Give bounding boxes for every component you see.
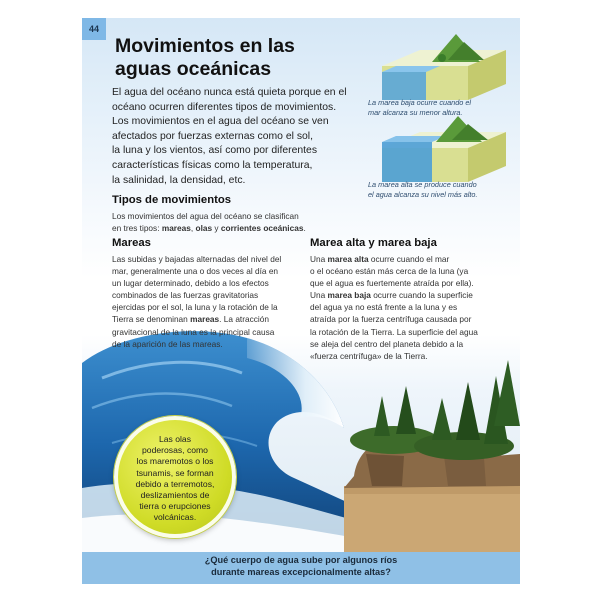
marea-line: se aleja del centro del planeta debido a la [310, 338, 464, 349]
mareas-line: combinados de las fuerzas gravitatorias [112, 290, 259, 301]
term-mareas: mareas [161, 223, 191, 234]
coastal-rocks-illustration [344, 336, 520, 552]
footer-line: ¿Qué cuerpo de agua sube por algunos ríos [204, 555, 398, 565]
intro-line: Los movimientos en el agua del océano se ven [112, 116, 329, 128]
marea-line: atraída por la fuerza centrífuga causada por [310, 314, 472, 325]
page-number: 44 [82, 18, 106, 40]
bubble-line: deslizamientos de [140, 490, 210, 501]
tipos-line: en tres tipos: mareas, olas y corrientes oceánicas. [112, 223, 306, 234]
section-heading-mareas: Mareas [112, 237, 151, 249]
page-title-line: Movimientos en las [115, 35, 295, 57]
marea-line: que el agua es fuertemente atraída por ella). [310, 278, 474, 289]
tipos-line: Los movimientos del agua del océano se clasifican [112, 211, 299, 221]
fact-bubble-text [114, 434, 236, 524]
term-olas: olas [195, 223, 213, 234]
bubble-line: tsunamis, se forman [136, 467, 214, 478]
mareas-line: ejercidas por el sol, la luna y la rotación de la [112, 302, 278, 313]
caption-line: mar alcanza su menor altura. [368, 108, 463, 117]
page-title [115, 35, 345, 81]
intro-line: océano ocurren diferentes tipos de movimientos. [112, 101, 337, 113]
intro-line: afectados por fuerzas externas como el sol, [112, 130, 313, 142]
section-heading-tipos: Tipos de movimientos [112, 194, 232, 206]
book-page [82, 18, 520, 584]
mareas-line: de la aparición de las mareas. [112, 338, 223, 349]
mareas-line: un lugar determinado, debido a los efectos [112, 278, 269, 289]
marea-line: del agua ya no está frente a la luna y es [310, 302, 458, 313]
bubble-line: Las olas [158, 434, 191, 444]
marea-line: Una marea baja ocurre cuando la superficie [310, 290, 473, 301]
mareas-line: gravitacional de la luna es la principal causa [112, 326, 275, 337]
section-heading-marea-alta-baja: Marea alta y marea baja [310, 237, 437, 249]
question-footer-text [82, 554, 520, 578]
mareas-line: Las subidas y bajadas alternadas del nivel del [112, 254, 282, 264]
mareas-line: mar, generalmente una o dos veces al día en [112, 266, 279, 277]
term-marea-alta: marea alta [327, 254, 369, 264]
tipos-paragraph [112, 210, 412, 234]
intro-line: la salinidad, la densidad, etc. [112, 174, 246, 186]
footer-line: durante mareas excepcionalmente altas? [211, 567, 391, 577]
caption-line: La marea alta se produce cuando [368, 180, 477, 189]
marea-line: la rotación de la Tierra. La superficie del agua [310, 326, 478, 337]
intro-line: El agua del océano nunca está quieta porque en el [112, 87, 347, 98]
marea-alta-baja-paragraph [310, 253, 515, 362]
term-marea-baja: marea baja [327, 290, 371, 301]
marea-line: o el océano están más cerca de la luna (ya [310, 266, 469, 277]
mareas-line: Tierra se denominan mareas. La atracción [112, 314, 269, 325]
bubble-line: volcánicas. [153, 512, 197, 523]
term-corrientes: corrientes oceánicas [220, 223, 304, 234]
caption-line: el agua alcanza su nivel más alto. [368, 190, 478, 199]
page-title-line: aguas oceánicas [115, 58, 272, 80]
bubble-line: los maremotos o los [136, 456, 214, 467]
mareas-paragraph [112, 253, 312, 350]
intro-paragraph [112, 86, 402, 188]
marea-line: Una marea alta ocurre cuando el mar [310, 254, 450, 264]
term-mareas: mareas [190, 314, 220, 325]
intro-line: características físicas como la temperatura, [112, 159, 313, 171]
bubble-line: tierra o erupciones [139, 501, 211, 512]
marea-line: «fuerza centrífuga» de la Tierra. [310, 350, 428, 361]
bubble-line: debido a terremotos, [135, 478, 215, 489]
bubble-line: poderosas, como [142, 445, 208, 456]
intro-line: la luna y los vientos, así como por diferentes [112, 145, 318, 157]
caption-line: La marea baja ocurre cuando el [368, 98, 472, 107]
